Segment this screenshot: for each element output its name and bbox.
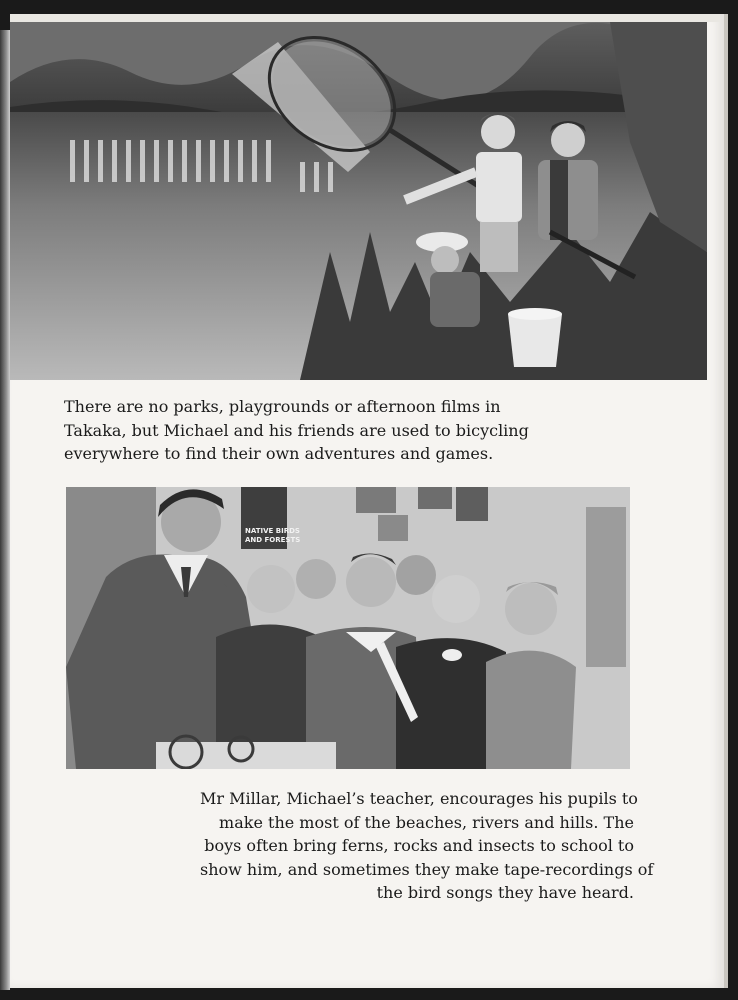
caption-bottom-line-5: the bird songs they have heard.	[376, 883, 634, 902]
caption-top	[64, 395, 534, 466]
photo-classroom	[66, 487, 630, 769]
caption-bottom	[200, 787, 654, 905]
photo-boys-fishing-drawing	[10, 22, 707, 380]
facing-page-edge	[0, 30, 10, 990]
poster-line-1: NATIVE BIRDS	[245, 527, 300, 535]
caption-top-line-2: Takaka, but Michael and his friends are used to bicycling	[64, 420, 529, 440]
page-top-edge	[10, 14, 720, 22]
caption-bottom-line-3: boys often bring ferns, rocks and insects to school to	[204, 836, 634, 855]
photo-boys-fishing	[10, 22, 707, 380]
caption-top-line-1: There are no parks, playgrounds or afternoon films in	[64, 397, 501, 416]
caption-top-line-3: everywhere to find their own adventures and games.	[64, 444, 494, 463]
poster-line-2: AND FORESTS	[245, 536, 301, 544]
caption-bottom-line-1: Mr Millar, Michael’s teacher, encourages his pupils to	[200, 789, 638, 808]
caption-bottom-line-2: make the most of the beaches, rivers and hills. The	[219, 812, 634, 832]
photo-classroom-drawing	[66, 487, 630, 769]
caption-bottom-line-4: show him, and sometimes they make tape-recordings of	[200, 859, 654, 879]
